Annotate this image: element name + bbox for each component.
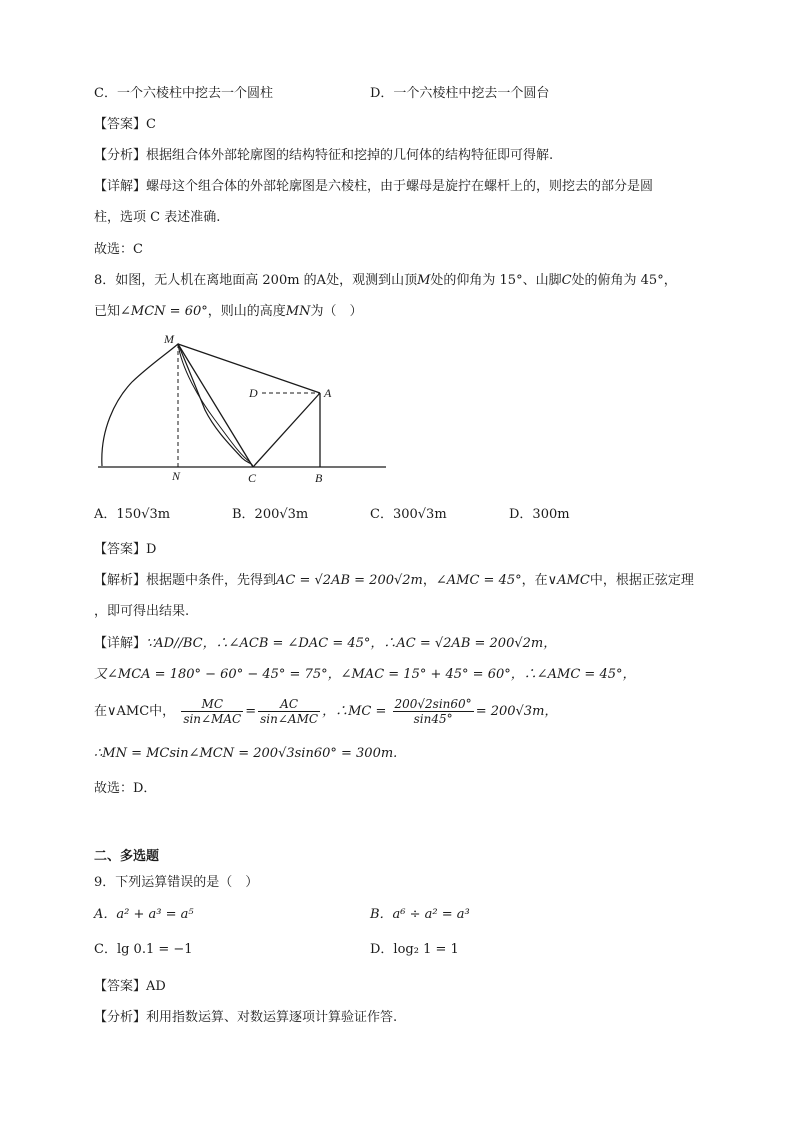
q8-stem-text: 为（ ） — [310, 304, 363, 319]
answer-value: C — [146, 117, 156, 132]
answer-tag: 【答案】 — [94, 542, 147, 557]
fraction-mc-sin — [181, 697, 243, 726]
q8-detail-line-2 — [94, 665, 635, 685]
q8-stem-text: 处的仰角为 15°、山脚 — [430, 273, 562, 288]
fraction-denominator: sin45° — [413, 712, 453, 726]
q8-stem-text: 8．如图，无人机在离地面高 200m 的A处，观测到山顶 — [94, 273, 418, 288]
q9-option-a: A．a² + a³ = a⁵ — [94, 907, 194, 922]
detail-line-1 — [94, 177, 653, 197]
fraction-denominator: sin∠AMC — [260, 712, 319, 726]
analysis-tag: 【分析】 — [94, 148, 147, 163]
fraction-numerator: 200√2sin60° — [394, 697, 472, 711]
q8-detail-line-1 — [94, 634, 556, 654]
analysis-math: ∨AMC — [547, 573, 590, 588]
equals-sign: = — [245, 704, 257, 719]
mountain-drone-figure — [90, 330, 400, 490]
analysis-math: ∠AMC = 45° — [435, 573, 522, 588]
q8-stem-text: 已知 — [94, 304, 121, 319]
detail-math: ，∴MC = — [322, 704, 387, 719]
q8-stem-line-2 — [94, 302, 362, 322]
q8-choose-line: 故选：D． — [94, 781, 157, 796]
q8-mn: MN — [285, 304, 311, 319]
q9-option-d: D．log₂ 1 = 1 — [370, 942, 459, 957]
answer-line — [94, 115, 156, 135]
choose-line: 故选：C — [94, 242, 143, 257]
q8-point-c: C — [561, 273, 572, 288]
label-n: N — [172, 469, 181, 483]
q8-detail-line-4 — [94, 744, 397, 764]
analysis-text: 利用指数运算、对数运算逐项计算验证作答. — [146, 1010, 398, 1025]
label-d: D — [249, 386, 258, 400]
detail-line-2: 柱，选项 C 表述准确. — [94, 210, 221, 225]
fraction-ac-sin — [258, 697, 320, 726]
answer-tag: 【答案】 — [94, 979, 147, 994]
detail-text: 螺母这个组合体的外部轮廓图是六棱柱，由于螺母是旋拧在螺杆上的，则挖去的部分是圆 — [146, 179, 654, 194]
option-c: C．一个六棱柱中挖去一个圆柱 — [94, 86, 273, 101]
detail-math: ∵AD//BC，∴∠ACB = ∠DAC = 45°，∴AC = √2AB = 200√2m， — [146, 636, 557, 651]
q8-point-m: M — [417, 273, 431, 288]
q8-option-d: D．300m — [509, 507, 570, 522]
detail-math: 又∠MCA = 180° − 60° − 45° = 75°，∠MAC = 15° + 45° = 60°，∴∠AMC = 45°， — [94, 667, 636, 682]
fraction-numerator: MC — [181, 697, 243, 712]
q9-stem: 9．下列运算错误的是（ ） — [94, 875, 259, 890]
fraction-mc-value — [393, 697, 474, 726]
detail-math: = 200√3m， — [475, 704, 558, 719]
label-b: B — [315, 471, 323, 485]
q9-option-b: B．a⁶ ÷ a² = a³ — [370, 907, 470, 922]
q8-analysis-line-1 — [94, 571, 694, 591]
q8-detail-line-3 — [94, 692, 557, 732]
q8-stem-text: 处的俯角为 45°， — [571, 273, 677, 288]
label-m: M — [164, 332, 174, 346]
analysis-line — [94, 146, 553, 166]
option-d: D．一个六棱柱中挖去一个圆台 — [370, 86, 550, 101]
analysis-text: 根据组合体外部轮廓图的结构特征和挖掉的几何体的结构特征即可得解. — [146, 148, 554, 163]
detail-math: ∴MN = MCsin∠MCN = 200√3sin60° = 300m. — [94, 746, 398, 761]
answer-value: AD — [146, 979, 166, 994]
analysis-text: ， — [422, 573, 436, 588]
detail-tag: 【详解】 — [94, 636, 147, 651]
detail-tag: 【详解】 — [94, 179, 147, 194]
q9-option-c: C．lg 0.1 = −1 — [94, 942, 193, 957]
q8-option-a: A．150√3m — [94, 507, 171, 522]
q8-option-b: B．200√3m — [232, 507, 309, 522]
q9-analysis-line — [94, 1008, 397, 1028]
q8-analysis-line-2: ，即可得出结果. — [94, 604, 190, 619]
q8-stem-text: ，则山的高度 — [207, 304, 286, 319]
detail-text: 在∨AMC中， — [94, 704, 176, 719]
label-c: C — [248, 471, 257, 485]
q8-answer-line — [94, 540, 156, 560]
fraction-numerator: AC — [258, 697, 320, 712]
q8-angle: ∠MCN = 60° — [120, 304, 208, 319]
answer-tag: 【答案】 — [94, 117, 147, 132]
analysis-text: 中，根据正弦定理 — [589, 573, 694, 588]
analysis-math: AC = √2AB = 200√2m — [276, 573, 423, 588]
section-title: 二、多选题 — [94, 849, 160, 864]
q8-stem-line-1 — [94, 271, 677, 291]
mc-line — [178, 344, 253, 467]
label-a: A — [324, 386, 332, 400]
fraction-denominator: sin∠MAC — [183, 712, 242, 726]
analysis-tag: 【分析】 — [94, 1010, 147, 1025]
answer-value: D — [146, 542, 157, 557]
analysis-tag: 【解析】 — [94, 573, 147, 588]
q9-answer-line — [94, 977, 166, 997]
analysis-text: ，在 — [521, 573, 548, 588]
ca-line — [253, 393, 320, 467]
q8-option-c: C．300√3m — [370, 507, 447, 522]
analysis-text: 根据题中条件，先得到 — [146, 573, 277, 588]
